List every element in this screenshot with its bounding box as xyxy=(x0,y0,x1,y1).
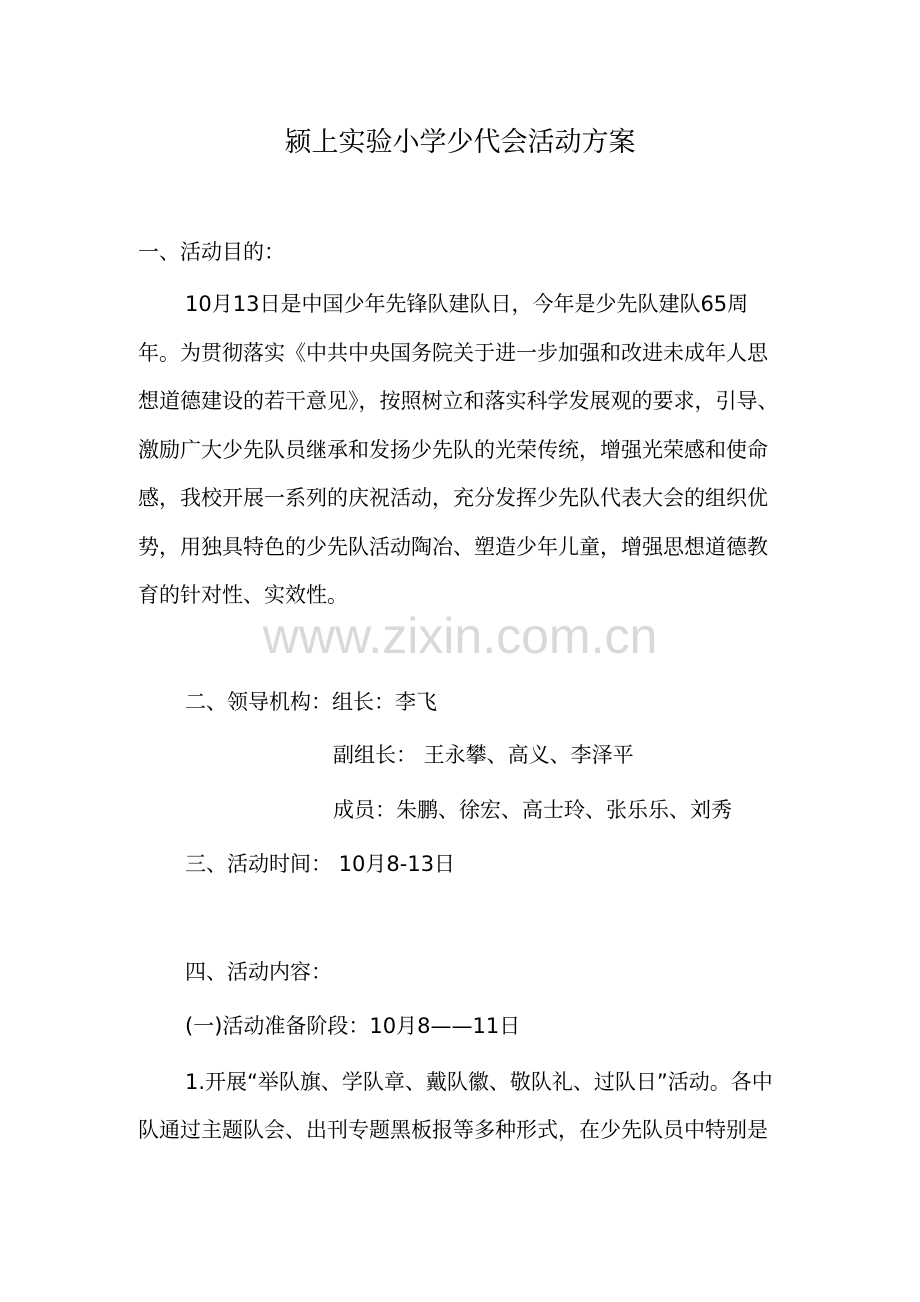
paragraph-line: 10月13日是中国少年先锋队建队日，今年是少先队建队65周 xyxy=(185,292,749,316)
section-heading-purpose: 一、活动目的： xyxy=(138,240,285,264)
section-heading-content: 四、活动内容： xyxy=(185,960,332,984)
paragraph-line: 队通过主题队会、出刊专题黑板报等多种形式，在少先队员中特别是 xyxy=(138,1118,768,1142)
document-title: 颍上实验小学少代会活动方案 xyxy=(284,127,636,158)
watermark: www.zixin.com.cn xyxy=(262,608,658,664)
stage-heading: (一)活动准备阶段：10月8——11日 xyxy=(185,1014,521,1038)
paragraph-line: 想道德建设的若干意见》，按照树立和落实科学发展观的要求，引导、 xyxy=(138,389,779,413)
paragraph-line: 激励广大少先队员继承和发扬少先队的光荣传统，增强光荣感和使命 xyxy=(138,438,768,462)
leadership-line: 二、领导机构：组长：李飞 xyxy=(185,690,437,714)
paragraph-line: 1.开展“举队旗、学队章、戴队徽、敬队礼、过队日”活动。各中 xyxy=(185,1070,773,1094)
paragraph-line: 育的针对性、实效性。 xyxy=(138,583,348,607)
activity-time-line: 三、活动时间： 10月8-13日 xyxy=(185,852,456,876)
deputy-leaders-line: 副组长： 王永攀、高义、李泽平 xyxy=(333,743,634,767)
members-line: 成员：朱鹏、徐宏、高士玲、张乐乐、刘秀 xyxy=(333,798,732,822)
paragraph-line: 势，用独具特色的少先队活动陶冶、塑造少年儿童，增强思想道德教 xyxy=(138,535,768,559)
paragraph-line: 感，我校开展一系列的庆祝活动，充分发挥少先队代表大会的组织优 xyxy=(138,486,768,510)
paragraph-line: 年。为贯彻落实《中共中央国务院关于进一步加强和改进未成年人思 xyxy=(138,341,768,365)
